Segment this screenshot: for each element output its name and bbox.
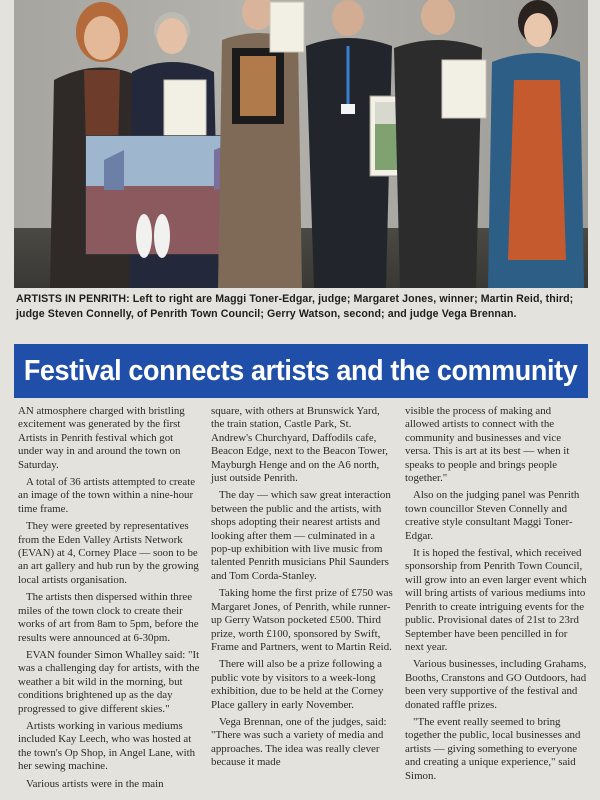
paragraph: Taking home the first prize of £750 was Margaret Jones, of Penrith, while runner-up Gerry Watson pocketed £500. Third prize, worth £100, sponsored by Swift, Frame and Partners, went to Martin Reid.	[211, 587, 393, 653]
paragraph: "The event really seemed to bring together the public, local businesses and artists — giving something to everyone and creating a unique experience," said Simon.	[405, 715, 581, 782]
paragraph: square, with others at Brunswick Yard, the train station, Castle Park, St. Andrew's Churchyard, Daffodils cafe, Beacon Edge, next to the Beacon Tower, Mayburgh Henge and on the A6 north, just outside Penrith.	[211, 405, 389, 485]
column-3	[405, 405, 587, 787]
paragraph: There will also be a prize following a public vote by visitors to a week-long exhibition, due to be held at the Corney Place gallery in early November.	[211, 658, 384, 711]
paragraph: visible the process of making and allowed artists to connect with the community and businesses and vice versa. This is art at its best — when it speaks to people and brings people together."	[405, 405, 570, 485]
paragraph: Various artists were in the main	[26, 777, 164, 790]
person-gerry	[394, 0, 486, 288]
paragraph: They were greeted by representatives from the Eden Valley Artists Network (EVAN) at 4, Corney Place — soon to be an art gallery and hub run by the growing local artists organisation.	[18, 520, 199, 586]
paragraph: A total of 36 artists attempted to create an image of the town within a nine-hour time frame.	[18, 476, 196, 515]
group-photo	[14, 0, 588, 288]
paragraph: It is hoped the festival, which received sponsorship from Penrith Town Council, will grow into an even larger event which will bring artists of various mediums into Penrith to create intriguing events for the public. Provisional dates of 21st to 23rd September have been pencilled in for next year.	[405, 547, 587, 653]
person-martin	[218, 0, 304, 288]
column-2	[211, 405, 393, 774]
column-1	[18, 405, 200, 795]
headline-band	[14, 344, 588, 398]
headline: Festival connects artists and the community	[24, 354, 578, 387]
paragraph: The day — which saw great interaction between the public and the artists, with shops adopting their nearest artists and looking after them — culminated in a pop-up exhibition with live music from talented Penrith musicians Phil Saunders and Tom Corda-Stanley.	[211, 489, 391, 582]
person-vega	[488, 0, 584, 288]
paragraph: Various businesses, including Grahams, Booths, Cranstons and GO Outdoors, had been very supportive of the festival and donated raffle prizes.	[405, 658, 587, 711]
paragraph: EVAN founder Simon Whalley said: "It was a challenging day for artists, with the weather a bit wild in the morning, but conditions brightened up as the day progressed to give different skies."	[18, 648, 200, 715]
paragraph: Vega Brennan, one of the judges, said: "There was such a variety of media and approaches. The idea was really clever because it made	[211, 715, 387, 769]
paragraph: AN atmosphere charged with bristling excitement was generated by the first Artists in Penrith festival which got under way in and around the town on Saturday.	[18, 405, 185, 471]
paragraph: Also on the judging panel was Penrith town councillor Steven Connelly and creative style consultant Maggi Toner-Edgar.	[405, 489, 580, 542]
paragraph: Artists working in various mediums included Kay Leech, who was hosted at the town's Op Shop, in Angel Lane, with her sewing machine.	[18, 719, 196, 773]
photo-illustration	[14, 0, 588, 288]
article-body	[18, 405, 592, 800]
photo-caption: ARTISTS IN PENRITH: Left to right are Maggi Toner-Edgar, judge; Margaret Jones, winner; Martin Reid, third; judge Steven Connelly, of Penrith Town Council; Gerry Watson, second; and judge Vega Brennan.	[16, 293, 574, 320]
paragraph: The artists then dispersed within three miles of the town clock to create their works of art from 8am to 5pm, before the results were announced at 6-30pm.	[18, 591, 199, 644]
